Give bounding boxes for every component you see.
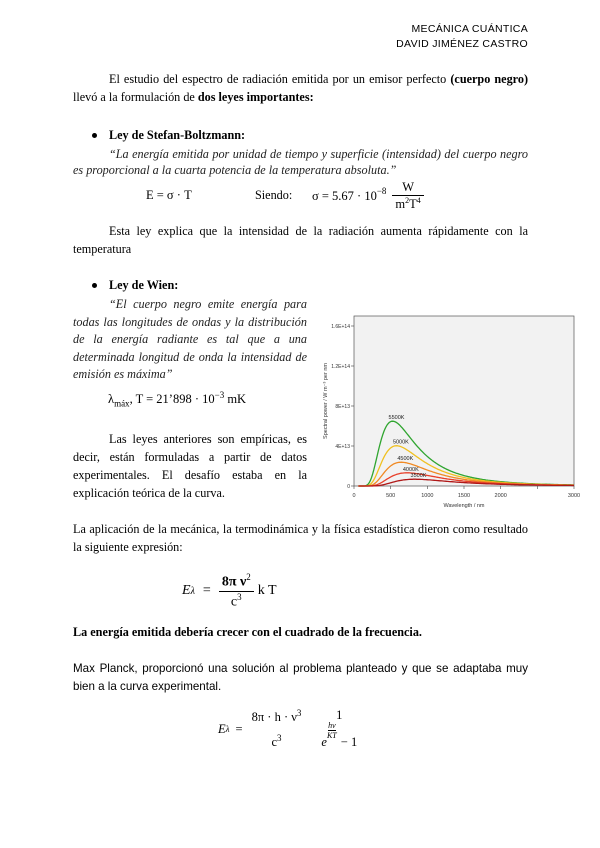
x-tick-label: 500 [386, 493, 396, 499]
header-author: DAVID JIMÉNEZ CASTRO [396, 38, 528, 50]
series-label-5500k: 5500K [388, 415, 405, 422]
y-axis-label: Spectral power / W m⁻³ per nm [323, 363, 329, 439]
y-tick-label: 1.6E+14 [331, 324, 350, 330]
x-axis-label: Wavelength / nm [443, 503, 485, 509]
header-subject: MECÁNICA CUÁNTICA [411, 23, 528, 35]
document-header [396, 22, 528, 52]
term-black-body: (cuerpo negro) [450, 72, 529, 86]
sigma-units: $\frac{W}{m^2T^4}$ [392, 180, 423, 212]
y-tick-label: 1.2E+14 [331, 364, 350, 370]
x-tick-label: 0 [352, 493, 356, 499]
plot-area [354, 316, 574, 486]
term-two-laws: dos leyes importantes: [197, 90, 314, 104]
wien-quote: “El cuerpo negro emite energía para todas las longitudes de ondas y la distribución de la energía radiante es tal que a una determinada longitud de onda la intensidad de emisión es máxima” [73, 297, 307, 381]
x-tick-label: 2000 [494, 493, 507, 499]
sigma-equation: σ = 5.67 · 10 $^{-8}$ $\frac{W}{m^2T^4}$ [312, 180, 424, 212]
y-tick-label: 0 [347, 484, 350, 490]
planck-equation: E λ = $8\pi \cdot h \cdot \nu^3$ $c^3$ 1 e hν KT − 1 [218, 708, 358, 750]
wien-equation: $\lambda_{máx}$, T = 21’898 · $10^{-3}$ mK [108, 390, 247, 409]
y-tick-label: 8E+13 [335, 404, 350, 410]
siendo-label: Siendo: [255, 188, 293, 202]
wien-paragraph: Las leyes anteriores son empíricas, es decir, están formuladas a partir de datos experimentales. El desafío estaba en la explicación teórica de la curva. [73, 432, 307, 500]
application-paragraph: La aplicación de la mecánica, la termodinámica y la física estadística dieron como resultado la siguiente expresión: [73, 522, 528, 554]
series-label-4500k: 4500K [397, 456, 414, 463]
bullet-icon [92, 283, 97, 288]
stefan-explanation: Esta ley explica que la intensidad de la radiación aumenta rápidamente con la temperatura [73, 224, 528, 256]
series-label-4000k: 4000K [402, 466, 419, 473]
wien-heading: Ley de Wien: [92, 278, 178, 293]
bold-statement: La energía emitida debería crecer con el cuadrado de la frecuencia. [73, 625, 422, 639]
x-tick-label: 1500 [457, 493, 471, 499]
bullet-icon [92, 133, 97, 138]
intro-paragraph: El estudio del espectro de radiación emitida por un emisor perfecto (cuerpo negro) llevó a la formulación de dos leyes importantes: [73, 72, 529, 104]
blackbody-spectrum-chart [320, 310, 582, 510]
series-label-3500k: 3500K [410, 473, 427, 480]
stefan-boltzmann-quote: “La energía emitida por unidad de tiempo y superficie (intensidad) del cuerpo negro es proporcional a la cuarta potencia de la temperatura absoluta.” [73, 147, 528, 177]
planck-paragraph: Max Planck, proporcionó una solución al problema planteado y que se adaptaba muy bien a la curva experimental. [73, 662, 528, 693]
series-label-5000k: 5000K [392, 439, 409, 446]
y-tick-label: 4E+13 [335, 444, 350, 450]
classical-equation: E λ = $\frac{8\pi \nu^2}{c^3}$ k T [182, 572, 277, 610]
stefan-boltzmann-heading: Ley de Stefan-Boltzmann: [92, 128, 245, 143]
x-tick-label: 1000 [421, 493, 434, 499]
stefan-equation: E = σ · T [146, 188, 192, 202]
x-tick-label: 3000 [567, 493, 581, 499]
